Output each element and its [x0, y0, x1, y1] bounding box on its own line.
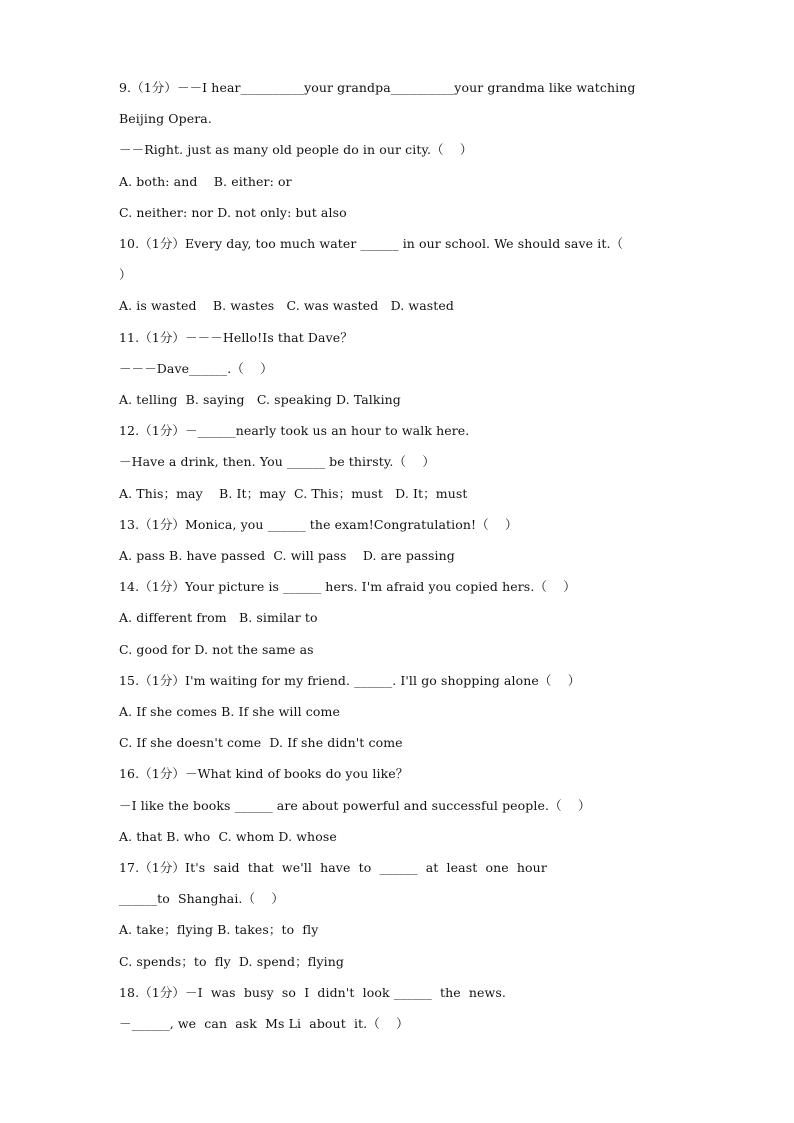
question-13-options: A. pass B. have passed C. will pass D. are passing: [119, 548, 455, 563]
question-11-line-1: 11.（1分）－－－Hello!Is that Dave？: [119, 330, 353, 345]
question-14-options-1: A. different from B. similar to: [119, 610, 318, 625]
question-10-options: A. is wasted B. wastes C. was wasted D. wasted: [119, 298, 455, 313]
question-9-line-3: －－Right. just as many old people do in our city.（ ）: [119, 142, 473, 157]
question-16-line-2: －I like the books ______ are about powerful and successful people.（ ）: [119, 798, 591, 813]
question-12-line-1: 12.（1分）－______nearly took us an hour to walk here.: [119, 423, 470, 438]
question-12-options: A. This；may B. It；may C. This；must D. It；must: [119, 486, 468, 501]
question-10-line-2: ）: [119, 267, 132, 282]
question-16-line-1: 16.（1分）－What kind of books do you like？: [119, 766, 409, 781]
question-14-options-2: C. good for D. not the same as: [119, 642, 314, 657]
question-18-line-1: 18.（1分）－I was busy so I didn't look ______ the news.: [119, 985, 506, 1000]
question-15-line-1: 15.（1分）I'm waiting for my friend. ______. I'll go shopping alone（ ）: [119, 673, 581, 688]
question-9-line-2: Beijing Opera.: [119, 111, 212, 126]
question-10-line-1: 10.（1分）Every day, too much water ______ in our school. We should save it.（: [119, 236, 624, 251]
question-15-options-1: A. If she comes B. If she will come: [119, 704, 340, 719]
question-17-line-1: 17.（1分）It's said that we'll have to ______ at least one hour: [119, 860, 547, 875]
question-11-options: A. telling B. saying C. speaking D. Talking: [119, 392, 401, 407]
question-13-line-1: 13.（1分）Monica, you ______ the exam!Congratulation!（ ）: [119, 517, 518, 532]
question-18-line-2: －______, we can ask Ms Li about it.（ ）: [119, 1016, 409, 1031]
question-11-line-2: －－－Dave______.（ ）: [119, 361, 273, 376]
question-14-line-1: 14.（1分）Your picture is ______ hers. I'm afraid you copied hers.（ ）: [119, 579, 576, 594]
question-17-options-2: C. spends；to fly D. spend；flying: [119, 954, 345, 969]
question-17-options-1: A. take；flying B. takes；to fly: [119, 922, 319, 937]
question-15-options-2: C. If she doesn't come D. If she didn't come: [119, 735, 403, 750]
question-17-line-2: ______to Shanghai.（ ）: [119, 891, 284, 906]
question-9-line-1: 9.（1分）－－I hear__________your grandpa__________your grandma like watching: [119, 80, 636, 95]
question-9-options-1: A. both: and B. either: or: [119, 174, 292, 189]
question-12-line-2: －Have a drink, then. You ______ be thirsty.（ ）: [119, 454, 435, 469]
question-16-options: A. that B. who C. whom D. whose: [119, 829, 337, 844]
question-9-options-2: C. neither: nor D. not only: but also: [119, 205, 347, 220]
